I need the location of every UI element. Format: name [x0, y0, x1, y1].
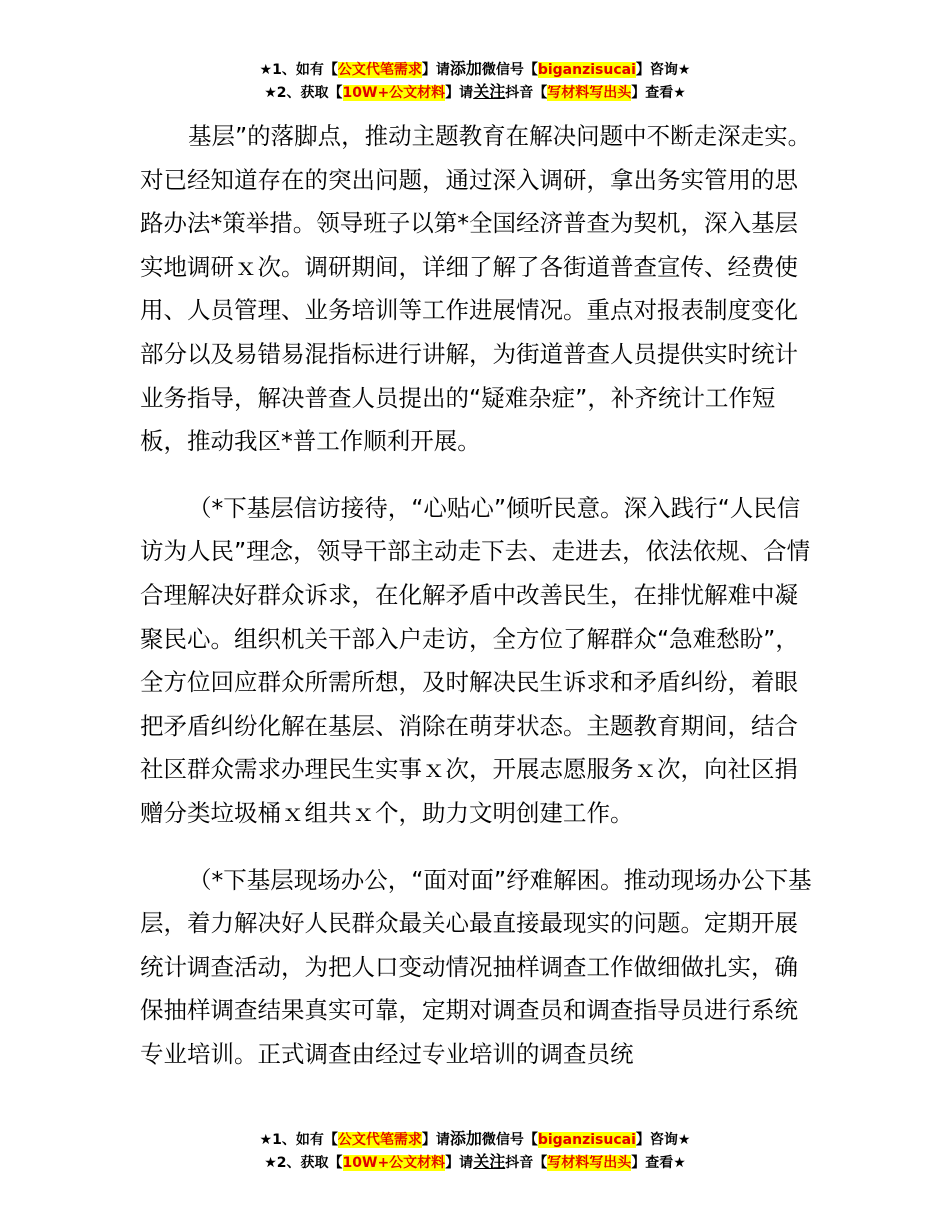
banner-text: 添加	[449, 59, 482, 78]
banner-line-1	[0, 58, 950, 81]
banner-text: 添加	[449, 1129, 482, 1148]
banner-text: 关注	[473, 82, 506, 101]
banner-highlight: 公文代笔需求	[337, 62, 422, 78]
banner-text: 】请	[421, 62, 450, 78]
banner-line-1	[0, 1128, 950, 1151]
banner-highlight: 10W+公文材料	[342, 1155, 446, 1171]
header-banner	[0, 58, 950, 104]
paragraph-2: （*下基层信访接待，“心贴心”倾听民意。深入践行“人民信访为人民”理念，领导干部主动走下去、走进去，依法依规、合情合理解决好群众诉求，在化解矛盾中改善民生，在排忧解难中凝聚民心。组织机关干部入户走访，全方位了解群众“急难愁盼”，全方位回应群众所需所想，及时解决民生诉求和矛盾纠纷，着眼把矛盾纠纷化解在基层、消除在萌芽状态。主题教育期间，结合社区群众需求办理民生实事ｘ次，开展志愿服务ｘ次，向社区捐赠分类垃圾桶ｘ组共ｘ个，助力文明创建工作。	[140, 493, 811, 827]
banner-line-2	[0, 81, 950, 104]
banner-highlight: 写材料写出头	[547, 85, 632, 101]
banner-line-2	[0, 1151, 950, 1174]
banner-text: 】咨询★	[635, 1132, 691, 1148]
banner-text: 微信号【	[481, 1132, 538, 1148]
banner-highlight: biganzisucai	[537, 1132, 636, 1148]
banner-text: 】请	[445, 1155, 474, 1171]
banner-text: 】请	[445, 85, 474, 101]
banner-text: 抖音【	[505, 1155, 548, 1171]
banner-text: ★2、获取【	[264, 85, 343, 101]
banner-highlight: 写材料写出头	[547, 1155, 632, 1171]
banner-highlight: 10W+公文材料	[342, 85, 446, 101]
banner-highlight: biganzisucai	[537, 62, 636, 78]
paragraph-3: （*下基层现场办公，“面对面”纾难解困。推动现场办公下基层，着力解决好人民群众最关心最直接最现实的问题。定期开展统计调查活动，为把人口变动情况抽样调查工作做细做扎实，确保抽样调查结果真实可靠，定期对调查员和调查指导员进行系统专业培训。正式调查由经过专业培训的调查员统	[140, 865, 812, 1068]
banner-highlight: 公文代笔需求	[337, 1132, 422, 1148]
banner-text: 】查看★	[631, 85, 686, 101]
document-body	[140, 115, 820, 1076]
banner-text: 关注	[473, 1152, 506, 1171]
footer-banner	[0, 1128, 950, 1174]
banner-text: ★1、如有【	[259, 1132, 338, 1148]
paragraph-1: 基层”的落脚点，推动主题教育在解决问题中不断走深走实。对已经知道存在的突出问题，通过深入调研，拿出务实管用的思路办法*策举措。领导班子以第*全国经济普查为契机，深入基层实地调研ｘ次。调研期间，详细了解了各街道普查宣传、经费使用、人员管理、业务培训等工作进展情况。重点对报表制度变化部分以及易错易混指标进行讲解，为街道普查人员提供实时统计业务指导，解决普查人员提出的“疑难杂症”，补齐统计工作短板，推动我区*普工作顺利开展。	[140, 122, 812, 456]
banner-text: 抖音【	[505, 85, 548, 101]
banner-text: ★1、如有【	[259, 62, 338, 78]
banner-text: 】咨询★	[635, 62, 691, 78]
banner-text: ★2、获取【	[264, 1155, 343, 1171]
banner-text: 】请	[421, 1132, 450, 1148]
banner-text: 微信号【	[481, 62, 538, 78]
banner-text: 】查看★	[631, 1155, 686, 1171]
